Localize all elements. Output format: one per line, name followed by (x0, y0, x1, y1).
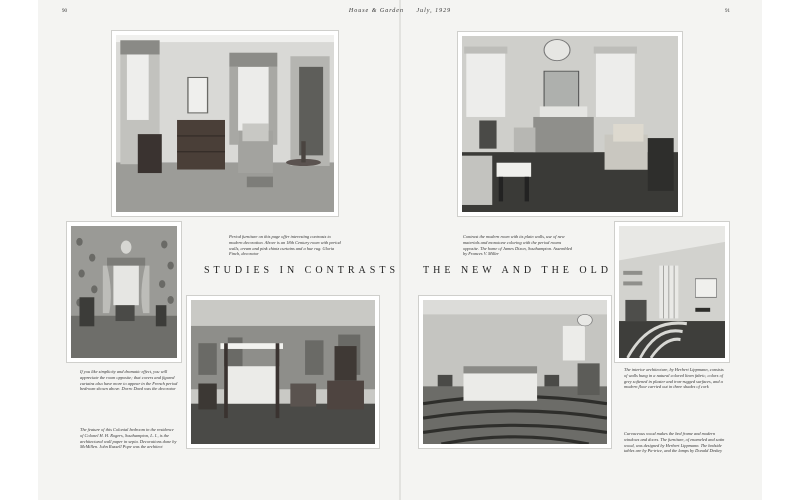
photo-colonial-canopy-bedroom (186, 295, 380, 449)
page-title-left: STUDIES IN CONTRASTS (204, 265, 400, 276)
caption-interior-architecture: The interior architecture, by Herbert Lippmann, consists of walls hung in a natural colored linen fabric, colors of grey softened in plaster and iron-rugged surfaces, and a modern floor carried out in three shades of cork (624, 367, 724, 390)
caption-bed-frame: Curvaceous wood makes the bed frame and modern windows and doors. The furniture, of enameled and satin wood, was designed by Herbert Lippmann. The bedside tables are by Pa-trice, and the lamps by Donald Deskey (624, 431, 725, 454)
caption-dramatic-effect: If you like simplicity and dramatic effect, you will appreciate the room opposite; that covers and figured curtains also have more to appear in the French period bedroom shown above. Dorro Davd was the decorator (80, 369, 178, 392)
left-page-number: 90 (62, 9, 67, 14)
running-head: House & Garden July, 1929 (348, 8, 452, 14)
photo-modern-room-cork-floor (614, 221, 730, 363)
caption-period-furniture: Period furniture on this page offer interesting contrasts to modern decoration. Above is an 18th Century room with period walls, cream and pink chintz curtains and a hue rug. Gloria Finch, decorator (229, 234, 341, 257)
caption-modern-contrast: Contrast the modern room with its plain walls, use of new materials and monotone coloring with the period rooms opposite. The home of James Dixon, Southampton. Assembled by Frances V. Miller (463, 234, 572, 257)
right-page-number: 91 (725, 9, 730, 14)
page-title-right: THE NEW AND THE OLD (423, 265, 612, 276)
photo-modern-bedroom-bed (418, 295, 612, 449)
photo-modern-bedroom-vanity (457, 31, 683, 217)
page-gutter (399, 0, 401, 500)
caption-colonial-bedroom: The feature of this Colonial bedroom in the residence of Colonel H. H. Rogers, Southampton, L. I., is the architectural wall paper in sepia. Decorations done by McMillen. John Russell Pope was the architect (80, 427, 177, 450)
photo-french-chintz-bedroom (66, 221, 182, 363)
photo-period-bedroom-chest (111, 30, 339, 217)
